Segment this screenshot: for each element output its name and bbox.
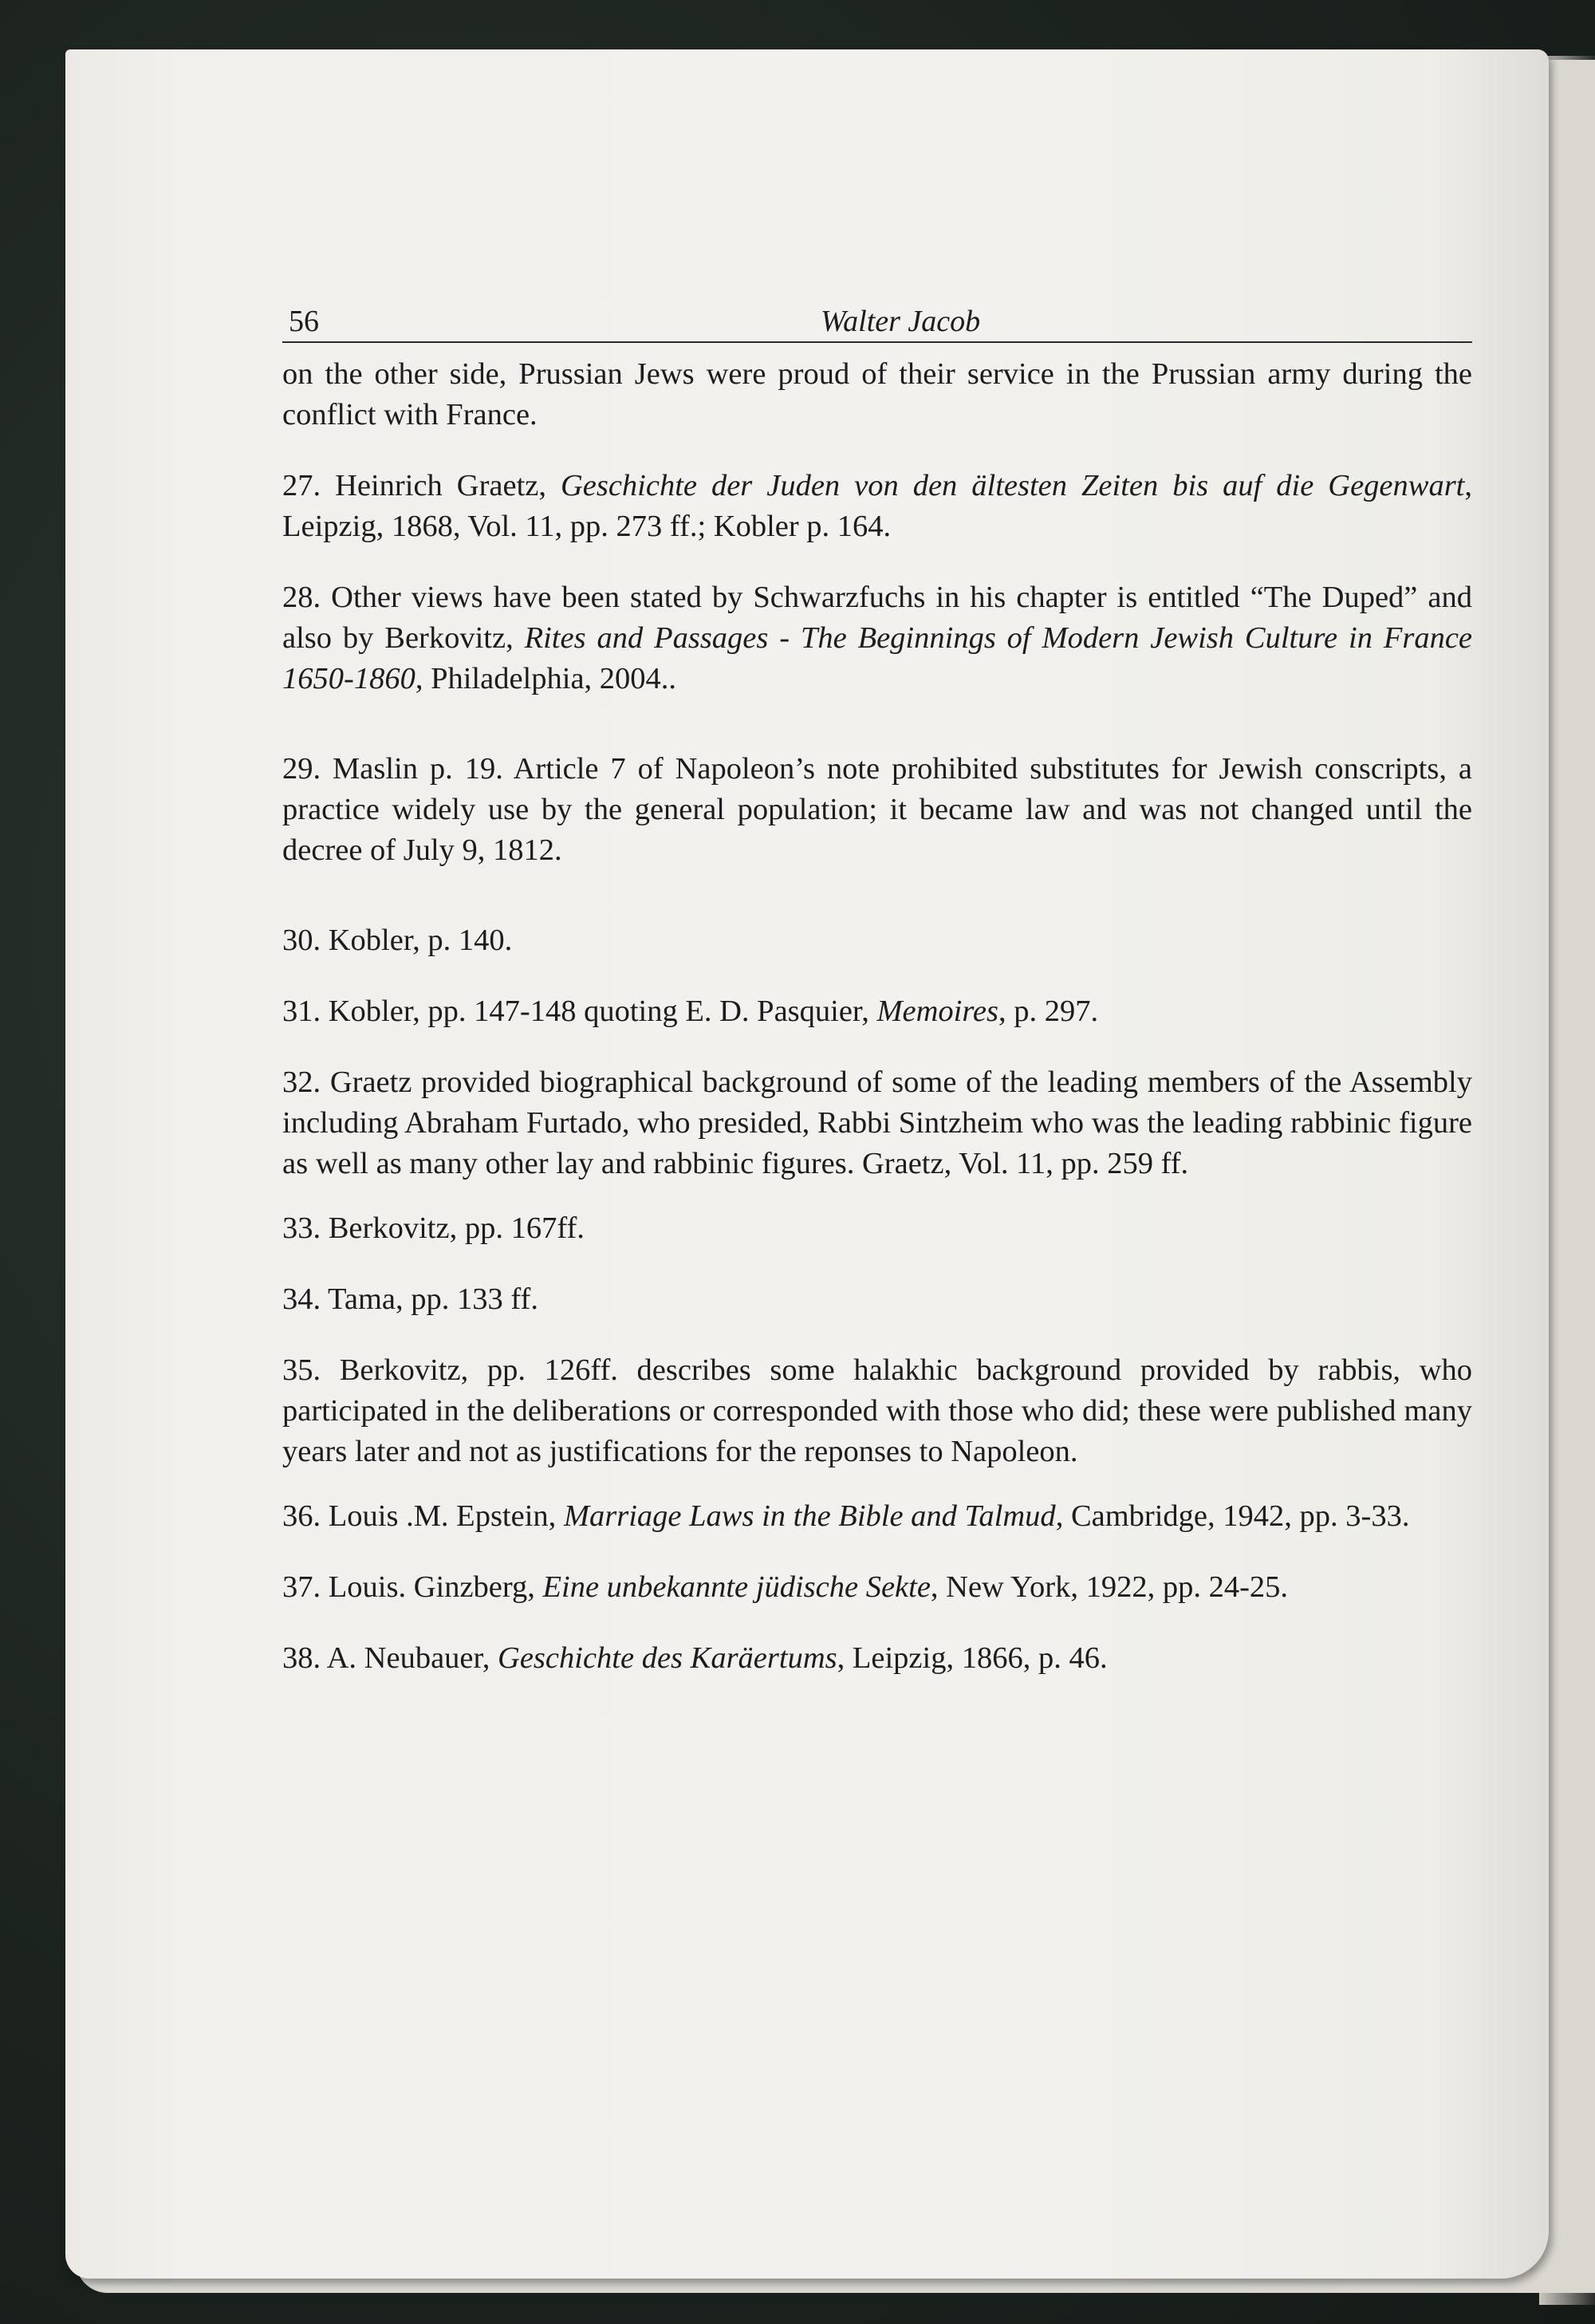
page-content <box>282 301 1472 1709</box>
endnotes-list <box>282 354 1472 1679</box>
endnote-36 <box>282 1496 1472 1537</box>
endnote-32 <box>282 1062 1472 1184</box>
endnote-text: , Cambridge, 1942, pp. 3-33. <box>1055 1499 1410 1533</box>
endnote-continuation <box>282 354 1472 435</box>
running-head-author: Walter Jacob <box>821 305 981 338</box>
endnote-text: 29. Maslin p. 19. Article 7 of Napoleon’s note prohibited substitutes for Jewish conscripts, a practice widely use by the general population; it became law and was not changed until the decree of July 9, 1812. <box>282 752 1472 867</box>
endnote-29 <box>282 749 1472 871</box>
endnote-text: 33. Berkovitz, pp. 167ff. <box>282 1211 585 1245</box>
endnote-text: on the other side, Prussian Jews were proud of their service in the Prussian army during the conflict with France. <box>282 357 1472 431</box>
endnote-text: 27. Heinrich Graetz, <box>282 469 561 502</box>
endnote-35 <box>282 1350 1472 1472</box>
running-head <box>282 301 1472 343</box>
endnote-text: 28. Other views have been stated by Schwarzfuchs in his chapter is entitled “The Duped” and also by Berkovitz, <box>282 581 1472 655</box>
endnote-text: 34. Tama, pp. 133 ff. <box>282 1282 538 1316</box>
endnote-text: 30. Kobler, p. 140. <box>282 924 513 957</box>
endnote-text: 35. Berkovitz, pp. 126ff. describes some halakhic background provided by rabbis, who participated in the deliberations or corresponded with those who did; these were published many years later and not as justifications for the reponses to Napoleon. <box>282 1353 1472 1468</box>
endnote-title: Memoires <box>876 995 998 1028</box>
endnote-text: , p. 297. <box>998 995 1099 1028</box>
endnote-33 <box>282 1208 1472 1249</box>
endnote-28 <box>282 577 1472 699</box>
endnote-title: Marriage Laws in the Bible and Talmud <box>563 1499 1056 1533</box>
endnote-text: , Philadelphia, 2004.. <box>415 662 677 695</box>
endnote-30 <box>282 920 1472 961</box>
page-number: 56 <box>289 305 319 338</box>
endnote-text: , New York, 1922, pp. 24-25. <box>930 1570 1289 1604</box>
endnote-27 <box>282 466 1472 547</box>
endnote-text: , Leipzig, 1868, Vol. 11, pp. 273 ff.; Kobler p. 164. <box>282 469 1472 543</box>
endnote-38 <box>282 1638 1472 1679</box>
endnote-text: 32. Graetz provided biographical background of some of the leading members of the Assembly including Abraham Furtado, who presided, Rabbi Sintzheim who was the leading rabbinic figure as well as many other lay and rabbinic figures. Graetz, Vol. 11, pp. 259 ff. <box>282 1065 1472 1180</box>
endnote-text: 38. A. Neubauer, <box>282 1641 498 1675</box>
endnote-text: 36. Louis .M. Epstein, <box>282 1499 564 1533</box>
endnote-title: Geschichte der Juden von den ältesten Zeiten bis auf die Gegenwart <box>560 469 1465 502</box>
endnote-text: , Leipzig, 1866, p. 46. <box>837 1641 1108 1675</box>
endnote-title: Geschichte des Karäertums <box>498 1641 837 1675</box>
endnote-title: Rites and Passages - The Beginnings of Modern Jewish Culture in France 1650-1860 <box>282 621 1473 695</box>
endnote-title: Eine unbekannte jüdische Sekte <box>542 1570 931 1604</box>
endnote-text: 37. Louis. Ginzberg, <box>282 1570 543 1604</box>
endnote-text: 31. Kobler, pp. 147-148 quoting E. D. Pasquier, <box>282 995 877 1028</box>
endnote-34 <box>282 1279 1472 1320</box>
endnote-31 <box>282 991 1472 1032</box>
endnote-37 <box>282 1567 1472 1608</box>
